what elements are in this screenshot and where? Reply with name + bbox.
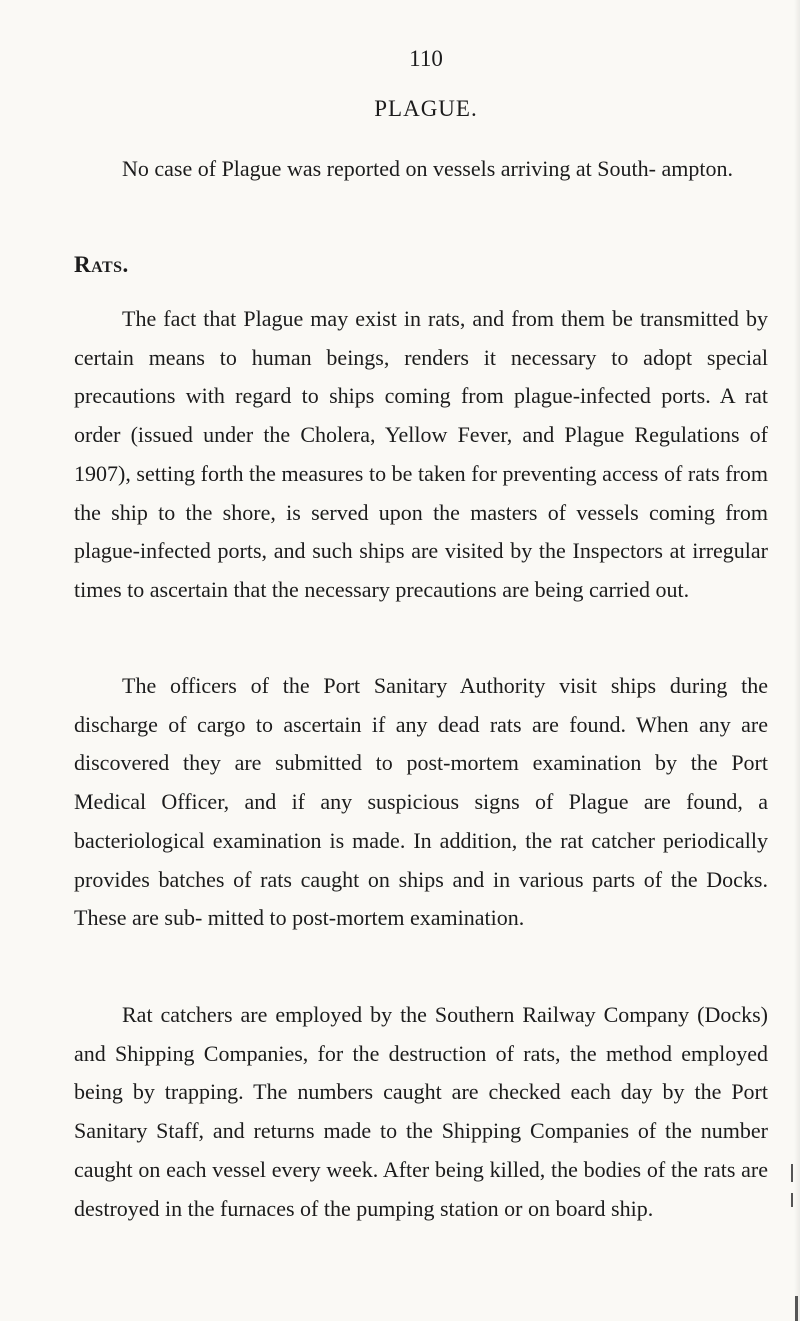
intro-paragraph: No case of Plague was reported on vessels arriving at South- ampton. [122,156,733,181]
margin-mark [795,1296,798,1321]
section-heading-plague: PLAGUE. [374,96,478,121]
margin-mark [791,1193,793,1207]
page-number: 110 [409,46,443,71]
page-edge-shadow [794,0,800,1321]
subheading-rats: Rats. [74,252,129,277]
rats-paragraph-1: The fact that Plague may exist in rats, and from them be transmitted by certain means to human beings, renders it necessary to adopt special precautions with regard to ships coming from plague-infected ports. A rat order (issued under the Cholera, Yellow Fever, and Plague Regulations of 1907), setting forth the measures to be taken for preventing access of rats from the ship to the shore, is served upon the masters of vessels coming from plague-infected ports, and such ships are visited by the Inspectors at irregular times to ascertain that the necessary precautions are being carried out. [74,306,768,602]
rats-paragraph-2: The officers of the Port Sanitary Authority visit ships during the discharge of cargo to ascertain if any dead rats are found. When any are discovered they are submitted to post-mortem examination by the Port Medical Officer, and if any suspicious signs of Plague are found, a bacteriological examination is made. In addition, the rat catcher periodically provides batches of rats caught on ships and in various parts of the Docks. These are sub- mitted to post-mortem examination. [74,673,768,931]
rats-paragraph-3: Rat catchers are employed by the Southern Railway Company (Docks) and Shipping Companies, for the destruction of rats, the method employed being by trapping. The numbers caught are checked each day by the Port Sanitary Staff, and returns made to the Shipping Companies of the number caught on each vessel every week. After being killed, the bodies of the rats are destroyed in the furnaces of the pumping station or on board ship. [74,1002,768,1221]
margin-mark [791,1164,793,1182]
